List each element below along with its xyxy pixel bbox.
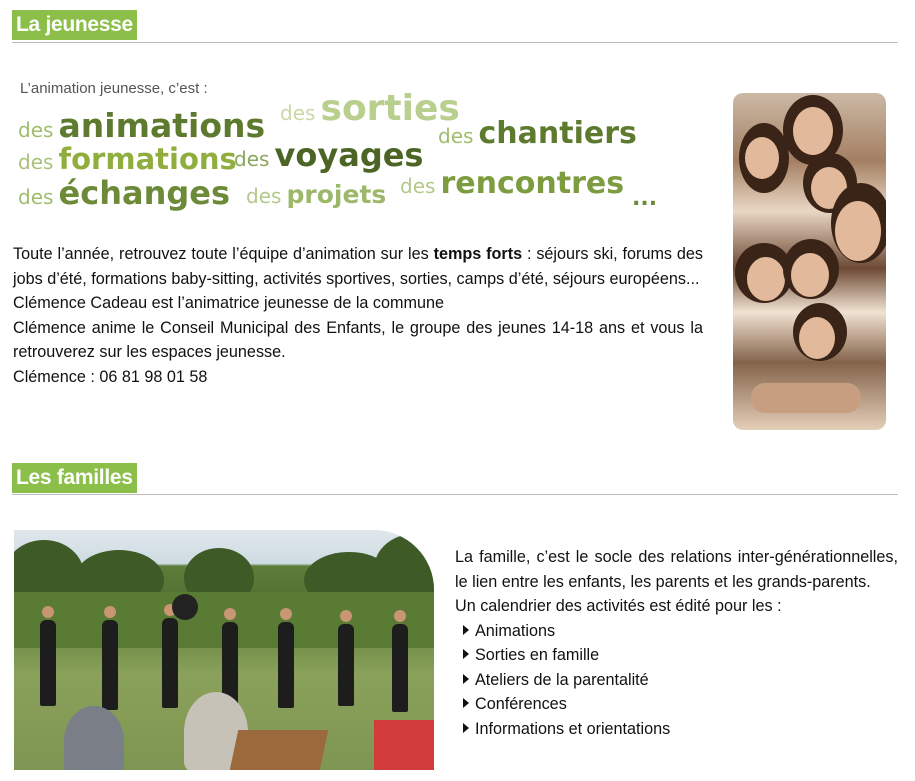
bullet-arrow-icon	[463, 698, 469, 708]
youth-paragraph-animator: Clémence Cadeau est l’animatrice jeunesse de la commune	[13, 294, 444, 312]
youth-contact-phone: Clémence : 06 81 98 01 58	[13, 367, 208, 386]
youth-description	[13, 242, 703, 389]
youth-group-photo	[733, 93, 886, 430]
section-divider-youth	[12, 42, 898, 43]
list-item: Animations	[455, 619, 898, 644]
list-item: Ateliers de la parentalité	[455, 668, 898, 693]
word-cloud-item: des sorties	[280, 88, 460, 129]
families-band-photo	[14, 530, 434, 770]
word-cloud-item: des projets	[246, 180, 387, 209]
bullet-arrow-icon	[463, 674, 469, 684]
word-cloud-item: des échanges	[18, 174, 230, 212]
word-cloud-ellipsis: ...	[632, 186, 658, 211]
youth-paragraph-council: Clémence anime le Conseil Municipal des Enfants, le groupe des jeunes 14-18 ans et vous la retrouverez sur les espaces jeunesse.	[13, 318, 703, 361]
families-paragraph-calendar: Un calendrier des activités est édité pour les :	[455, 597, 782, 615]
word-cloud-item: des rencontres	[400, 166, 625, 201]
section-title-families: Les familles	[12, 463, 137, 493]
families-paragraph-intro: La famille, c’est le socle des relations inter-générationnelles, le lien entre les enfants, les parents et les grands-parents.	[455, 548, 898, 591]
bullet-arrow-icon	[463, 723, 469, 733]
youth-word-cloud	[14, 78, 694, 228]
list-item: Sorties en famille	[455, 643, 898, 668]
bullet-arrow-icon	[463, 625, 469, 635]
section-title-youth: La jeunesse	[12, 10, 137, 40]
word-cloud-item: des animations	[18, 106, 266, 145]
section-divider-families	[12, 494, 898, 495]
word-cloud-item: des chantiers	[438, 116, 637, 151]
word-cloud-item: des voyages	[234, 136, 424, 174]
families-description	[455, 545, 898, 741]
list-item: Informations et orientations	[455, 717, 898, 742]
bullet-arrow-icon	[463, 649, 469, 659]
youth-paragraph-highlights: Toute l’année, retrouvez toute l’équipe d’animation sur les temps forts : séjours ski, forums des jobs d’été, formations baby-sitting, activités sportives, sorties, camps d’été, séjours européens...	[13, 245, 703, 288]
word-cloud-item: des formations	[18, 142, 237, 176]
word-cloud-intro: L’animation jeunesse, c’est :	[20, 80, 208, 97]
list-item: Conférences	[455, 692, 898, 717]
families-activity-list	[455, 619, 898, 742]
